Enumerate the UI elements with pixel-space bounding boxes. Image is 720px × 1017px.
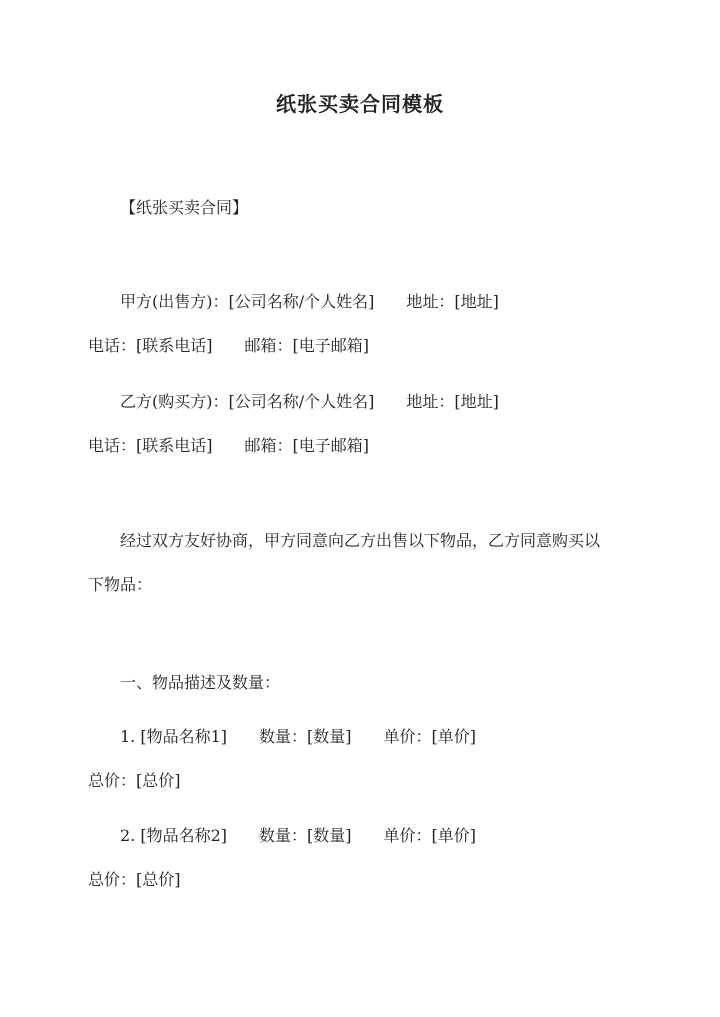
item-unit-price: 单价：[单价] — [383, 826, 477, 845]
party-a-contact — [88, 336, 369, 356]
item-quantity: 数量：[数量] — [259, 826, 352, 845]
party-b-contact — [88, 436, 369, 456]
party-b-email: 邮箱：[电子邮箱] — [244, 436, 369, 455]
party-a-address: 地址：[地址] — [406, 292, 499, 311]
party-b-phone: 电话：[联系电话] — [88, 436, 213, 455]
party-b-line — [120, 392, 499, 412]
document-title: 纸张买卖合同模板 — [276, 92, 444, 116]
item-row — [120, 727, 476, 747]
party-a-email: 邮箱：[电子邮箱] — [244, 336, 369, 355]
item-total: 总价：[总价] — [88, 870, 181, 889]
party-b-label: 乙方(购买方)：[公司名称/个人姓名] — [120, 392, 375, 411]
section-heading: 【纸张买卖合同】 — [120, 198, 249, 217]
agreement-line-2: 下物品： — [88, 575, 153, 594]
item-unit-price: 单价：[单价] — [383, 727, 477, 746]
agreement-line-1: 经过双方友好协商，甲方同意向乙方出售以下物品，乙方同意购买以 — [120, 531, 601, 550]
item-total: 总价：[总价] — [88, 771, 181, 790]
item-row — [120, 826, 476, 846]
item-quantity: 数量：[数量] — [259, 727, 352, 746]
party-b-address: 地址：[地址] — [406, 392, 499, 411]
party-a-line — [120, 292, 499, 312]
item-name: 2. [物品名称2] — [120, 826, 228, 845]
items-heading: 一、物品描述及数量： — [120, 673, 281, 692]
item-name: 1. [物品名称1] — [120, 727, 228, 746]
party-a-phone: 电话：[联系电话] — [88, 336, 213, 355]
party-a-label: 甲方(出售方)：[公司名称/个人姓名] — [120, 292, 375, 311]
